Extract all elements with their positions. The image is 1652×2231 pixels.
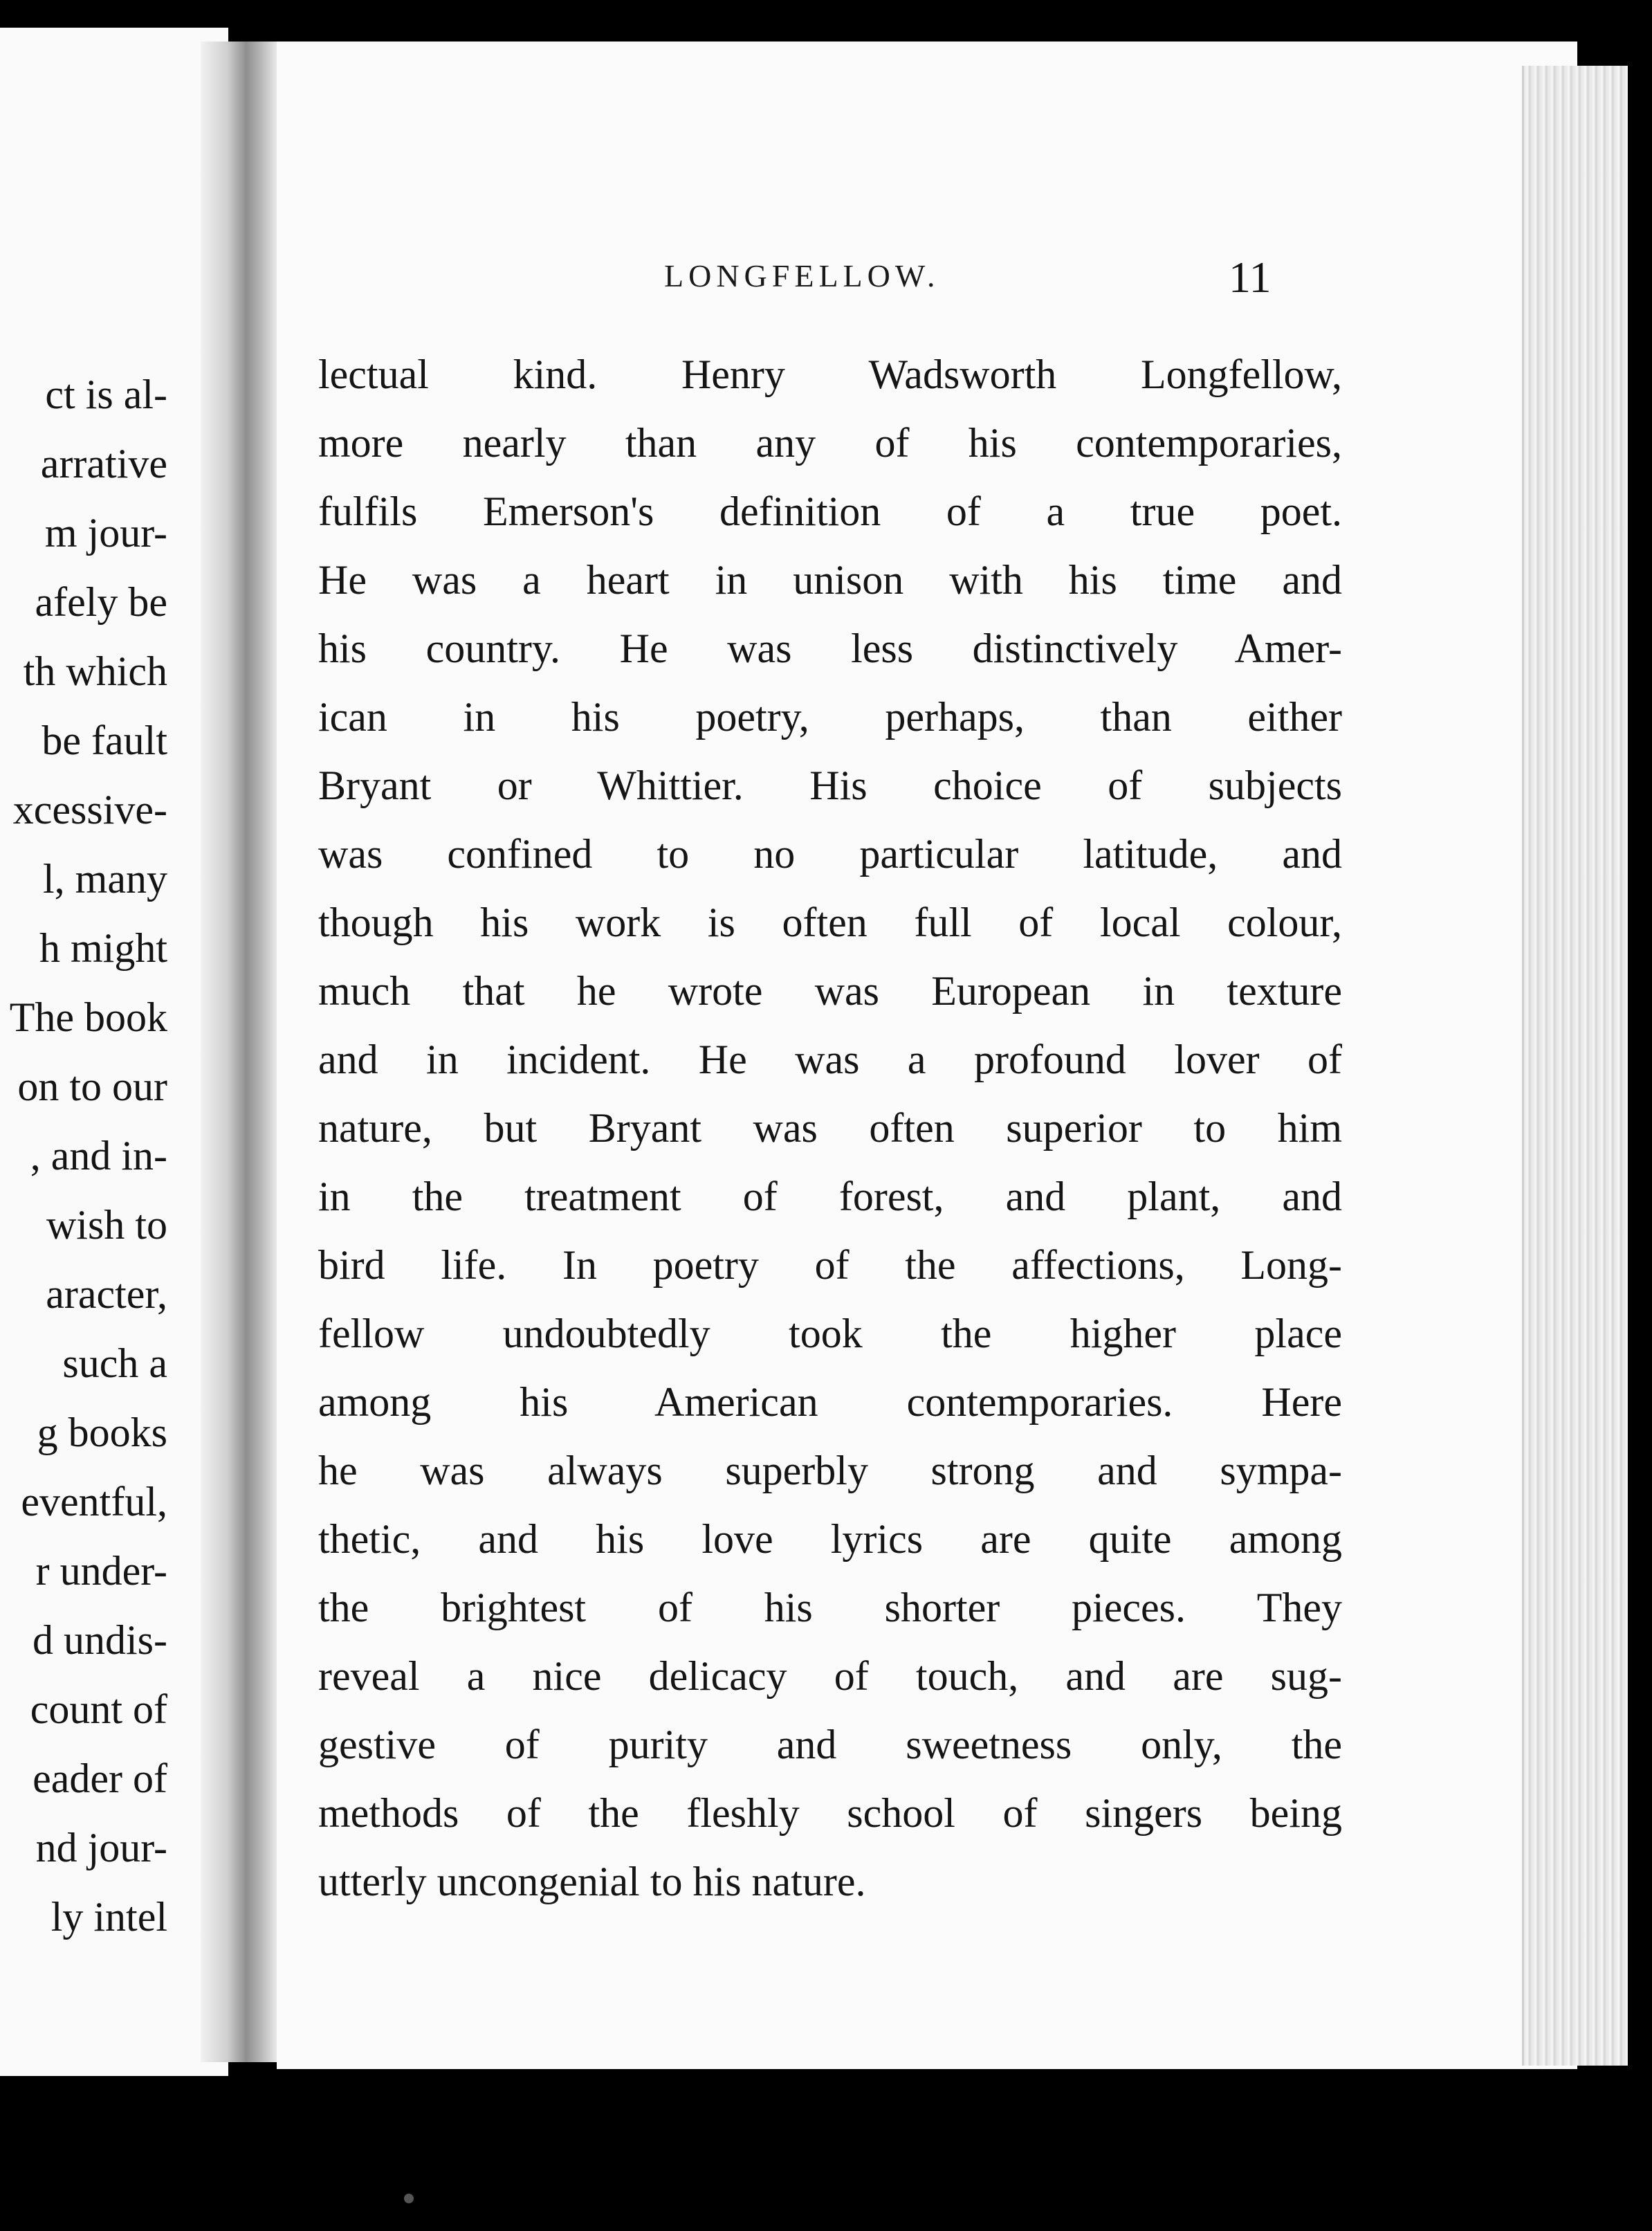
left-page-line: d undis-	[33, 1617, 167, 1663]
left-facing-page	[0, 28, 228, 2076]
page-body-text	[318, 340, 1342, 1916]
text-line: though his work is often full of local colour,	[318, 900, 1342, 945]
book-gutter-shadow	[201, 42, 277, 2062]
left-page-line: eventful,	[21, 1479, 167, 1524]
running-head: LONGFELLOW.	[664, 258, 940, 293]
left-page-line: xcessive-	[12, 787, 167, 832]
left-page-line: be fault	[42, 718, 167, 763]
left-page-line: The book	[9, 994, 167, 1040]
text-line: methods of the fleshly school of singers being	[318, 1790, 1342, 1836]
left-page-line: th which	[23, 648, 167, 694]
text-line: much that he wrote was European in texture	[318, 968, 1342, 1014]
text-line: his country. He was less distinctively Amer-	[318, 626, 1342, 671]
left-page-line: aracter,	[46, 1271, 167, 1317]
page-number: 11	[1229, 253, 1272, 302]
text-line: he was always superbly strong and sympa-	[318, 1448, 1342, 1493]
left-page-line: l, many	[43, 856, 167, 902]
text-line: utterly uncongenial to his nature.	[318, 1859, 866, 1904]
text-line: thetic, and his love lyrics are quite among	[318, 1516, 1342, 1562]
page-edges	[1522, 66, 1628, 2066]
text-line: fellow undoubtedly took the higher place	[318, 1311, 1342, 1356]
text-line: in the treatment of forest, and plant, and	[318, 1174, 1342, 1219]
left-page-line: g books	[37, 1410, 167, 1455]
left-page-line: ct is al-	[45, 372, 167, 417]
left-page-line: , and in-	[30, 1133, 167, 1178]
text-line: lectual kind. Henry Wadsworth Longfellow,	[318, 352, 1342, 397]
left-page-line: r under-	[35, 1548, 167, 1594]
left-page-line: ly intel	[51, 1894, 167, 1940]
text-line: more nearly than any of his contemporaries,	[318, 420, 1342, 466]
left-page-line: nd jour-	[35, 1825, 167, 1870]
text-line: the brightest of his shorter pieces. They	[318, 1585, 1342, 1630]
scan-speck	[404, 2194, 414, 2203]
left-page-text	[10, 360, 167, 1951]
text-line: reveal a nice delicacy of touch, and are sug-	[318, 1653, 1342, 1699]
left-page-line: h might	[39, 925, 167, 971]
text-line: fulfils Emerson's definition of a true poet.	[318, 489, 1342, 534]
text-line: gestive of purity and sweetness only, the	[318, 1722, 1342, 1767]
left-page-line: afely be	[35, 579, 167, 625]
left-page-line: on to our	[17, 1064, 167, 1109]
left-page-line: arrative	[40, 441, 167, 486]
text-line: He was a heart in unison with his time and	[318, 557, 1342, 603]
text-line: nature, but Bryant was often superior to him	[318, 1105, 1342, 1151]
text-line: and in incident. He was a profound lover of	[318, 1037, 1342, 1082]
text-line: ican in his poetry, perhaps, than either	[318, 694, 1342, 740]
left-page-line: such a	[62, 1340, 167, 1386]
left-page-line: count of	[30, 1686, 167, 1732]
text-line: bird life. In poetry of the affections, Long-	[318, 1242, 1342, 1288]
text-line: Bryant or Whittier. His choice of subjects	[318, 763, 1342, 808]
left-page-line: eader of	[33, 1756, 167, 1801]
left-page-line: wish to	[46, 1202, 167, 1248]
text-line: was confined to no particular latitude, and	[318, 831, 1342, 877]
text-line: among his American contemporaries. Here	[318, 1379, 1342, 1425]
left-page-line: m jour-	[44, 510, 167, 556]
